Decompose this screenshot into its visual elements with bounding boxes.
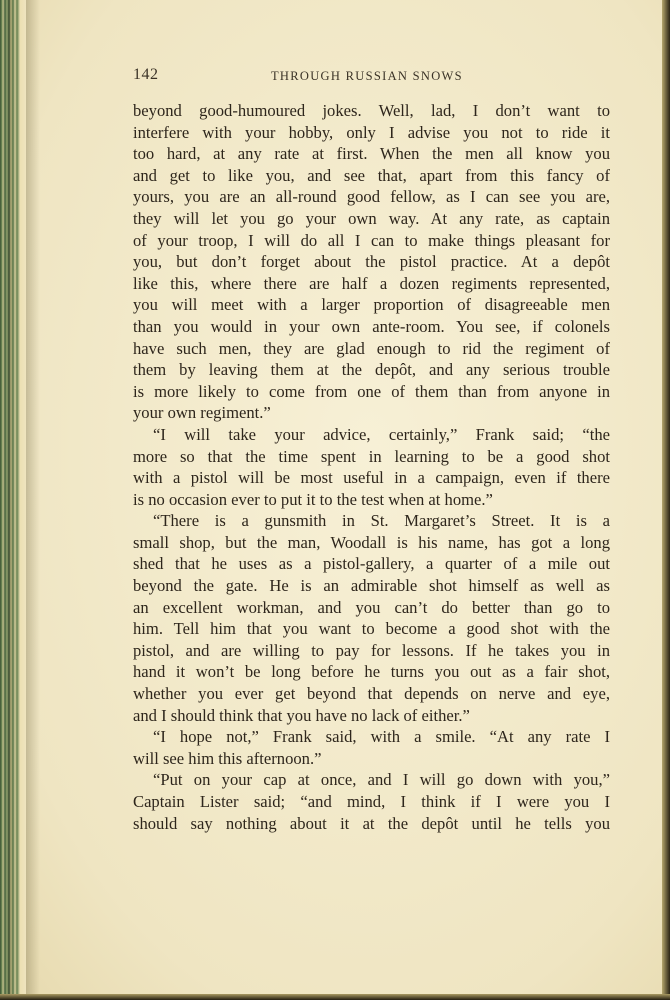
text-line: you will meet with a larger proportion of disagreeable men bbox=[133, 295, 610, 315]
text-line: yours, you are an all-round good fellow, as I can see you are, bbox=[133, 187, 610, 207]
body-text bbox=[133, 100, 610, 834]
text-line: him. Tell him that you want to become a good shot with the bbox=[133, 619, 610, 639]
text-line: beyond the gate. He is an admirable shot himself as well as bbox=[133, 576, 610, 596]
text-line: is no occasion ever to put it to the test when at home.” bbox=[133, 489, 493, 509]
book-spine-binding bbox=[0, 0, 26, 1000]
page-header bbox=[133, 66, 610, 86]
text-line: is more likely to come from one of them than from anyone in bbox=[133, 381, 610, 401]
text-line: with a pistol will be most useful in a campaign, even if there bbox=[133, 468, 610, 488]
gutter-shadow bbox=[26, 0, 40, 1000]
text-line: an excellent workman, and you can’t do better than go to bbox=[133, 597, 610, 617]
text-line: small shop, but the man, Woodall is his name, has got a long bbox=[133, 532, 610, 552]
text-line: “I hope not,” Frank said, with a smile. “At any rate I bbox=[153, 727, 610, 747]
text-line: of your troop, I will do all I can to make things pleasant for bbox=[133, 230, 610, 250]
text-line: have such men, they are glad enough to rid the regiment of bbox=[133, 338, 610, 358]
text-line: than you would in your own ante-room. You see, if colonels bbox=[133, 316, 610, 336]
text-line: you, but don’t forget about the pistol practice. At a depôt bbox=[133, 252, 610, 272]
text-line: interfere with your hobby, only I advise you not to ride it bbox=[133, 122, 610, 142]
text-line: like this, where there are half a dozen regiments represented, bbox=[133, 273, 610, 293]
text-line: should say nothing about it at the depôt until he tells you bbox=[133, 813, 610, 833]
text-line: they will let you go your own way. At any rate, as captain bbox=[133, 208, 610, 228]
text-line: “There is a gunsmith in St. Margaret’s Street. It is a bbox=[153, 511, 610, 531]
text-line: shed that he uses as a pistol-gallery, a quarter of a mile out bbox=[133, 554, 610, 574]
text-line: Captain Lister said; “and mind, I think if I were you I bbox=[133, 792, 610, 811]
text-line: “Put on your cap at once, and I will go down with you,” bbox=[153, 770, 610, 790]
text-line: hand it won’t be long before he turns you out as a fair shot, bbox=[133, 662, 610, 682]
text-line: and get to like you, and see that, apart from this fancy of bbox=[133, 165, 610, 185]
text-line: beyond good-humoured jokes. Well, lad, I don’t want to bbox=[133, 101, 610, 120]
text-line: your own regiment.” bbox=[133, 403, 271, 423]
page-bottom-edge bbox=[0, 994, 670, 1000]
text-line: will see him this afternoon.” bbox=[133, 748, 322, 768]
running-head: THROUGH RUSSIAN SNOWS bbox=[271, 69, 463, 83]
text-line: pistol, and are willing to pay for lessons. If he takes you in bbox=[133, 640, 610, 660]
text-line: and I should think that you have no lack of either.” bbox=[133, 705, 470, 725]
page-right-edge bbox=[662, 0, 670, 1000]
text-line: whether you ever get beyond that depends on nerve and eye, bbox=[133, 684, 610, 704]
text-line: “I will take your advice, certainly,” Frank said; “the bbox=[153, 424, 610, 444]
text-line: too hard, at any rate at first. When the men all know you bbox=[133, 144, 610, 164]
page-number: 142 bbox=[133, 66, 159, 83]
text-line: them by leaving them at the depôt, and any serious trouble bbox=[133, 360, 610, 380]
text-line: more so that the time spent in learning to be a good shot bbox=[133, 446, 610, 466]
